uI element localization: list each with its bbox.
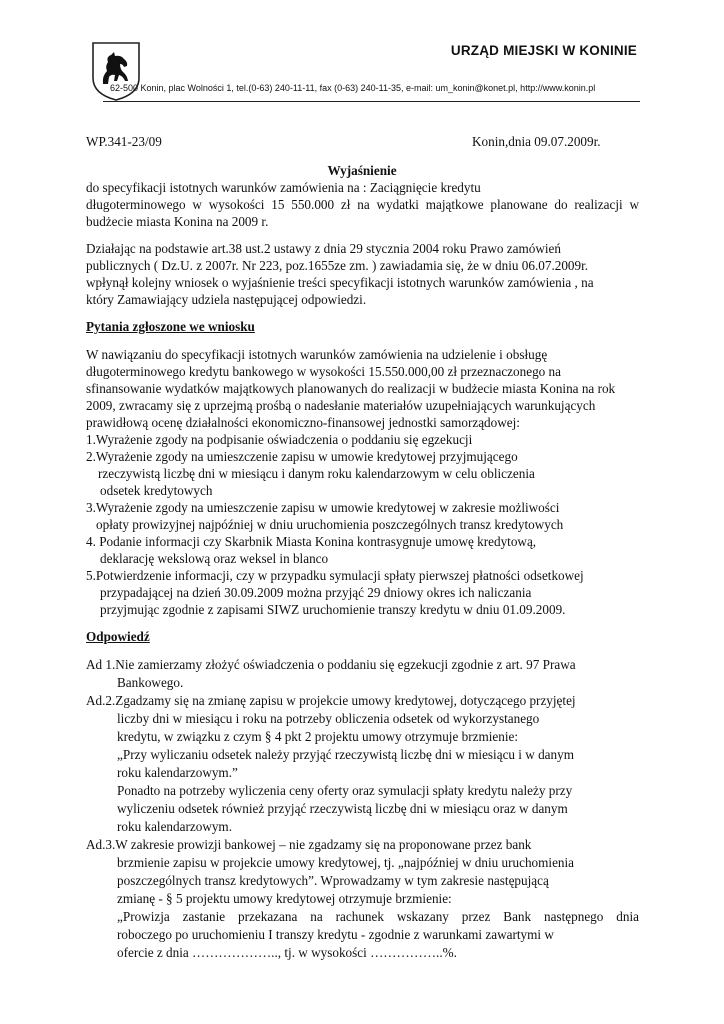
question-item: 4. Podanie informacji czy Skarbnik Miasta Konina kontrasygnuje umowę kredytową, (86, 534, 537, 549)
intro-line: długoterminowego w wysokości 15 550.000 zł na wydatki majątkowe planowane do realizacji w (86, 197, 639, 212)
question-line: prawidłową ocenę działalności ekonomiczno-finansowej jednostki samorządowej: (86, 415, 520, 430)
answer-line: brzmienie zapisu w projekcie umowy kredytowej, tj. „najpóźniej w dniu uruchomienia (117, 855, 575, 870)
question-item: 3.Wyrażenie zgody na umieszczenie zapisu w umowie kredytowej w zakresie możliwości (86, 500, 560, 515)
legal-basis-line: który Zamawiający udziela następującej odpowiedzi. (86, 292, 367, 307)
legal-basis-line: Działając na podstawie art.38 ust.2 ustawy z dnia 29 stycznia 2004 roku Prawo zamówień (86, 241, 561, 256)
office-name: URZĄD MIEJSKI W KONINIE (450, 43, 637, 58)
place-date: Konin,dnia 09.07.2009r. (472, 134, 601, 149)
answer-quote: roboczego po uruchomieniu I transzy kredytu - zgodnie z warunkami zawartymi w (117, 927, 554, 942)
question-item-continued: przypadającej na dzień 30.09.2009 można przyjąć 29 dniowy okres ich naliczania (100, 585, 532, 600)
answers-heading: Odpowiedź (86, 629, 150, 644)
questions-heading: Pytania zgłoszone we wniosku (86, 319, 255, 334)
question-line: 2009, zwracamy się z uprzejmą prośbą o nadesłanie materiałów uzupełniających warunkujących (86, 398, 596, 413)
answer-line: Bankowego. (117, 675, 184, 690)
answer-quote: „Przy wyliczaniu odsetek należy przyjąć rzeczywistą liczbę dni w miesiącu i w danym (117, 747, 574, 762)
question-item: 1.Wyrażenie zgody na podpisanie oświadczenia o poddaniu się egzekucji (86, 432, 473, 447)
intro-line: do specyfikacji istotnych warunków zamówienia na : Zaciągnięcie kredytu (86, 180, 481, 195)
answer-line: Ad.3.W zakresie prowizji bankowej – nie zgadzamy się na proponowane przez bank (86, 837, 532, 852)
question-item-continued: deklarację wekslową oraz weksel in blanco (100, 551, 329, 566)
header-divider (103, 101, 640, 102)
answer-line: Ad.2.Zgadzamy się na zmianę zapisu w projekcie umowy kredytowej, dotyczącego przyjętej (86, 693, 576, 708)
answer-quote: „Prowizja zastanie przekazana na rachunek wskazany przez Bank następnego dnia (117, 909, 639, 924)
office-address: 62-500 Konin, plac Wolności 1, tel.(0-63) 240-11-11, fax (0-63) 240-11-35, e-mail: um_konin@konet.pl, http://www.konin.pl (110, 83, 596, 93)
intro-line: budżecie miasta Konina na 2009 r. (86, 214, 269, 229)
legal-basis-line: publicznych ( Dz.U. z 2007r. Nr 223, poz.1655ze zm. ) zawiadamia się, że w dniu 06.07.2009r. (86, 258, 589, 273)
question-item-continued: opłaty prowizyjnej najpóźniej w dniu uruchomienia poszczególnych transz kredytowych (96, 517, 564, 532)
question-line: długoterminowego kredytu bankowego w wysokości 15.550.000,00 zł przeznaczonego na (86, 364, 561, 379)
answer-line: Ponadto na potrzeby wyliczenia ceny oferty oraz symulacji spłaty kredytu należy przy (117, 783, 573, 798)
answer-line: Ad 1.Nie zamierzamy złożyć oświadczenia o poddaniu się egzekucji zgodnie z art. 97 Prawa (86, 657, 576, 672)
question-item: 5.Potwierdzenie informacji, czy w przypadku symulacji spłaty pierwszej płatności odsetkowej (86, 568, 584, 583)
question-item-continued: rzeczywistą liczbę dni w miesiącu i danym roku kalendarzowym w celu obliczenia (98, 466, 535, 481)
answer-line: zmianę - § 5 projektu umowy kredytowej otrzymuje brzmienie: (117, 891, 452, 906)
question-line: W nawiązaniu do specyfikacji istotnych warunków zamówienia na udzielenie i obsługę (86, 347, 548, 362)
document-title: Wyjaśnienie (327, 163, 397, 178)
answer-line: poszczególnych transz kredytowych”. Wprowadzamy w tym zakresie następującą (117, 873, 549, 888)
answer-quote: roku kalendarzowym.” (117, 765, 238, 780)
question-item: 2.Wyrażenie zgody na umieszczenie zapisu w umowie kredytowej przyjmującego (86, 449, 518, 464)
question-item-continued: przyjmując zgodnie z zapisami SIWZ uruchomienie transzy kredytu w dniu 01.09.2009. (100, 602, 566, 617)
question-item-continued: odsetek kredytowych (100, 483, 213, 498)
answer-line: kredytu, w związku z czym § 4 pkt 2 projektu umowy otrzymuje brzmienie: (117, 729, 519, 744)
answer-line: liczby dni w miesiącu i roku na potrzeby obliczenia odsetek od wykorzystanego (117, 711, 540, 726)
question-line: sfinansowanie wydatków majątkowych planowanych do realizacji w budżecie miasta Konina na rok (86, 381, 616, 396)
answer-line: roku kalendarzowym. (117, 819, 232, 834)
answer-quote: ofercie z dnia ……………….., tj. w wysokości ……………..%. (117, 945, 457, 960)
answer-line: wyliczeniu odsetek również przyjąć rzeczywistą liczbę dni w miesiącu oraz w danym (117, 801, 568, 816)
legal-basis-line: wpłynął kolejny wniosek o wyjaśnienie treści specyfikacji istotnych warunków zamówienia , na (86, 275, 594, 290)
reference-number: WP.341-23/09 (86, 134, 162, 149)
